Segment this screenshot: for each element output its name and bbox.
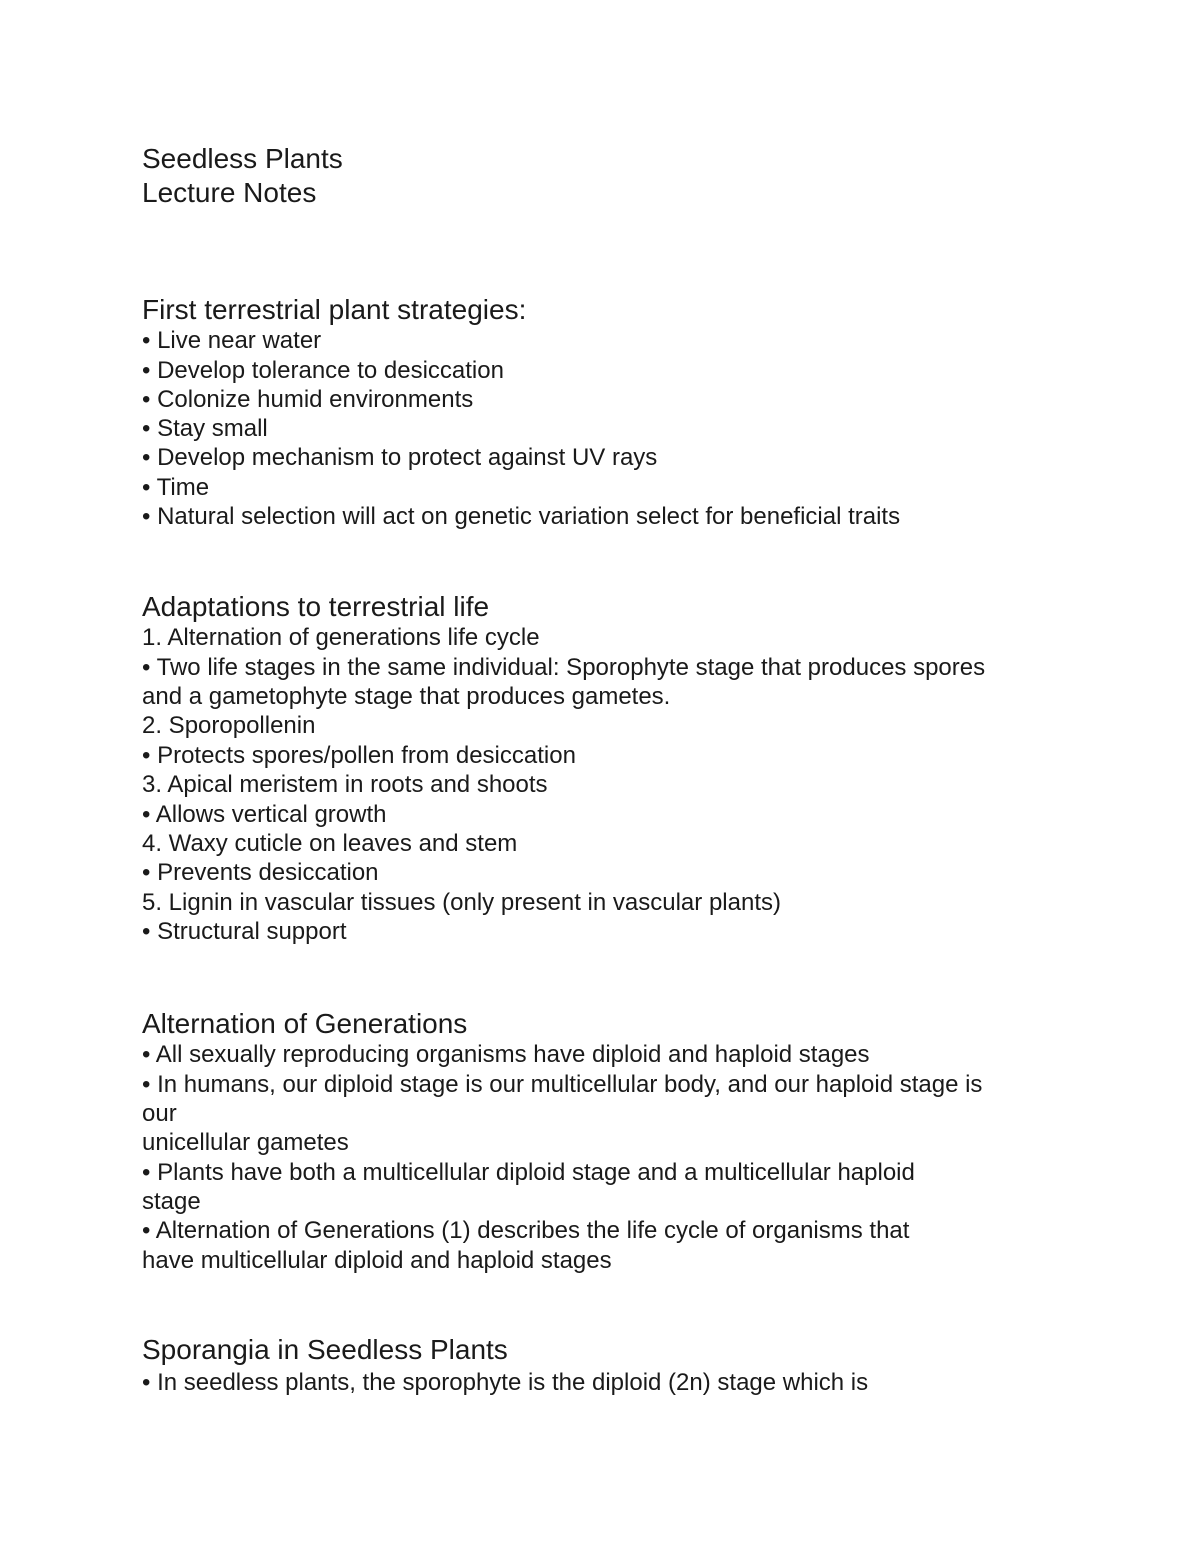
list-item: 3. Apical meristem in roots and shoots bbox=[142, 771, 548, 798]
list-item: • Natural selection will act on genetic variation select for beneficial traits bbox=[142, 503, 901, 530]
section-heading-adaptations: Adaptations to terrestrial life bbox=[142, 591, 490, 622]
list-item: • In humans, our diploid stage is our multicellular body, and our haploid stage is bbox=[142, 1071, 983, 1098]
document-title: Seedless Plants bbox=[142, 143, 343, 174]
list-item: • Alternation of Generations (1) describes the life cycle of organisms that bbox=[142, 1217, 910, 1244]
list-item: and a gametophyte stage that produces gametes. bbox=[142, 683, 671, 710]
list-item: 2. Sporopollenin bbox=[142, 712, 316, 739]
list-item: 1. Alternation of generations life cycle bbox=[142, 624, 540, 651]
section-heading-sporangia: Sporangia in Seedless Plants bbox=[142, 1334, 508, 1365]
list-item: our bbox=[142, 1100, 177, 1127]
list-item: • In seedless plants, the sporophyte is the diploid (2n) stage which is bbox=[142, 1369, 869, 1396]
list-item: 4. Waxy cuticle on leaves and stem bbox=[142, 830, 518, 857]
list-item: • Structural support bbox=[142, 918, 347, 945]
list-item: • Allows vertical growth bbox=[142, 801, 387, 828]
list-item: • Two life stages in the same individual: Sporophyte stage that produces spores bbox=[142, 654, 986, 681]
list-item: unicellular gametes bbox=[142, 1129, 349, 1156]
list-item: • All sexually reproducing organisms have diploid and haploid stages bbox=[142, 1041, 870, 1068]
list-item: • Develop mechanism to protect against UV rays bbox=[142, 444, 658, 471]
document-subtitle: Lecture Notes bbox=[142, 177, 317, 208]
list-item: stage bbox=[142, 1188, 201, 1215]
list-item: 5. Lignin in vascular tissues (only present in vascular plants) bbox=[142, 889, 781, 916]
list-item: • Time bbox=[142, 474, 210, 501]
list-item: • Develop tolerance to desiccation bbox=[142, 357, 504, 384]
list-item: • Prevents desiccation bbox=[142, 859, 379, 886]
list-item: • Colonize humid environments bbox=[142, 386, 474, 413]
list-item: • Stay small bbox=[142, 415, 268, 442]
section-heading-alternation: Alternation of Generations bbox=[142, 1008, 468, 1039]
list-item: • Protects spores/pollen from desiccation bbox=[142, 742, 576, 769]
list-item: • Plants have both a multicellular diploid stage and a multicellular haploid bbox=[142, 1159, 915, 1186]
list-item: • Live near water bbox=[142, 327, 322, 354]
section-heading-strategies: First terrestrial plant strategies: bbox=[142, 294, 527, 325]
list-item: have multicellular diploid and haploid stages bbox=[142, 1247, 612, 1274]
